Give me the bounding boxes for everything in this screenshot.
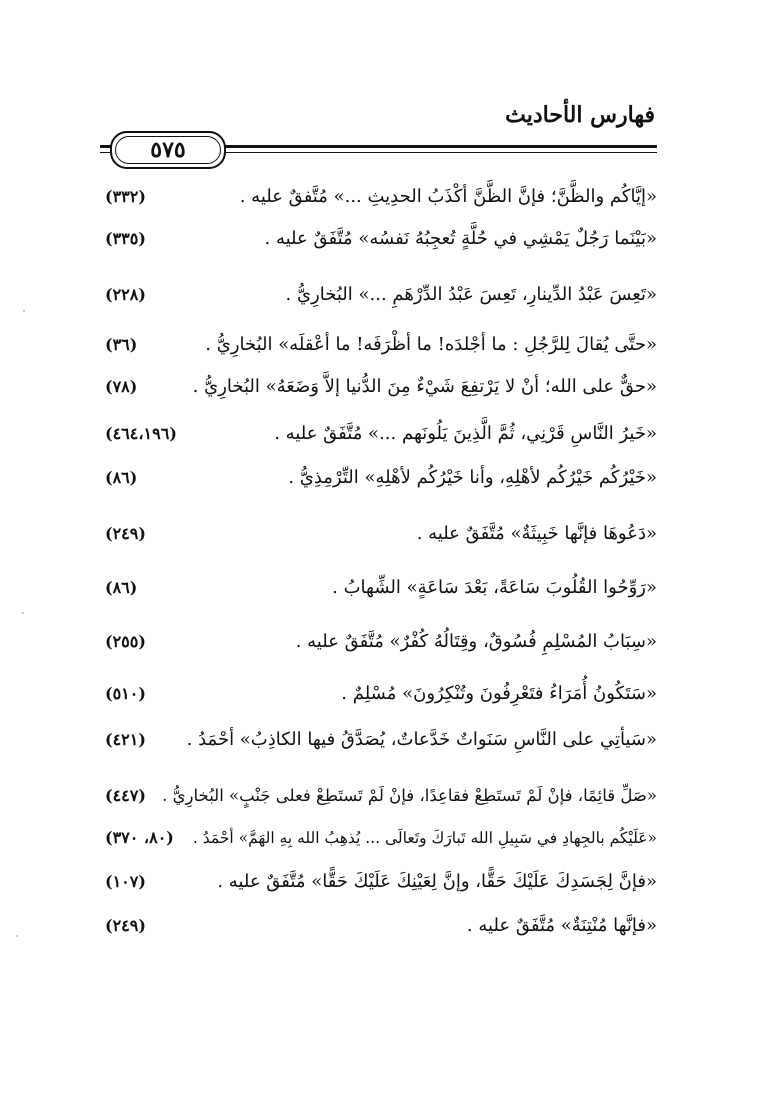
hadith-entry <box>105 181 657 213</box>
hadith-text: «سَتَكُونُ أُمَرَاءُ فتَعْرِفُونَ وتُنْكِرُونَ» مُسْلِمٌ . <box>341 683 657 704</box>
hadith-text: «سِبَابُ المُسْلِمِ فُسُوقٌ، وقِتَالُهُ كُفْرٌ» مُتَّفَقٌ عليه . <box>295 631 657 652</box>
hadith-reference: (٢٤٩) <box>105 916 146 935</box>
hadith-reference: (٢٥٥) <box>105 632 146 651</box>
hadith-text: «خَيْرُكُم خَيْرُكُم لأهْلِهِ، وأنا خَيْرُكُم لأهْلِهِ» التِّرْمِذِيُّ . <box>288 467 657 488</box>
hadith-entry <box>105 572 657 604</box>
hadith-reference: (٢٤٩) <box>105 524 146 543</box>
hadith-entry <box>105 418 657 450</box>
hadith-text: «تَعِسَ عَبْدُ الدِّينارِ، تَعِسَ عَبْدُ الدِّرْهَمِ ...» البُخارِيُّ . <box>285 284 657 305</box>
hadith-reference: (٥١٠) <box>105 684 146 703</box>
hadith-text: «فإنَّها مُنْتِنَةٌ» مُتَّفَقٌ عليه . <box>466 915 657 936</box>
page-header-title: فهارس الأحاديث <box>505 102 655 128</box>
hadith-reference: (١٠٧) <box>105 872 146 891</box>
page-number: ٥٧٥ <box>150 137 186 163</box>
scan-speck <box>16 935 18 937</box>
hadith-entry <box>105 279 657 311</box>
hadith-entry <box>105 780 657 812</box>
hadith-text: «صَلِّ قائِمًا، فإنْ لَمْ تَستَطِعْ فقاعِدًا، فإنْ لَمْ تَستَطِعْ فعلى جَنْبٍ» البُخارِيُّ . <box>162 786 657 805</box>
hadith-entry <box>105 822 657 854</box>
hadith-text: «حتَّى يُقالَ لِلرَّجُلِ : ما أجْلدَه! ما أظْرَفَه! ما أعْقلَه» البُخارِيُّ . <box>205 334 657 355</box>
hadith-entry <box>105 866 657 898</box>
hadith-text: «بَيْنَما رَجُلٌ يَمْشِي في حُلَّةٍ تُعجِبُهُ نَفسُه» مُتَّفَقٌ عليه . <box>264 228 657 249</box>
hadith-text: «فإنَّ لِجَسَدِكَ عَلَيْكَ حَقًّا، وإنَّ لِعَيْنِكَ عَلَيْكَ حَقًّا» مُتَّفَقٌ عليه . <box>217 871 657 892</box>
hadith-text: «إيَّاكُم والظَّنَّ؛ فإنَّ الظَّنَّ أكْذَبُ الحدِيثِ ...» مُتَّفقٌ عليه . <box>239 186 657 207</box>
hadith-reference: (٧٨) <box>105 377 138 396</box>
hadith-reference: (٤٤٧) <box>105 786 146 805</box>
hadith-entry <box>105 910 657 942</box>
hadith-reference: (٢٢٨) <box>105 285 146 304</box>
hadith-reference: (٣٣٢) <box>105 187 146 206</box>
page-number-frame <box>110 131 226 169</box>
hadith-reference: (٨٠، ٣٧٠) <box>105 828 174 847</box>
hadith-entry <box>105 462 657 494</box>
scan-speck <box>22 612 24 614</box>
hadith-text: «رَوِّحُوا القُلُوبَ سَاعَةً، بَعْدَ سَاعَةٍ» الشِّهابُ . <box>332 577 657 598</box>
hadith-entry <box>105 724 657 756</box>
hadith-entry <box>105 223 657 255</box>
hadith-reference: (٤٢١) <box>105 730 146 749</box>
scan-speck <box>23 310 25 312</box>
hadith-reference: (٤٦٤،١٩٦) <box>105 424 177 443</box>
hadith-text: «دَعُوهَا فإنَّها خَبِيثَةٌ» مُتَّفَقٌ عليه . <box>416 523 657 544</box>
hadith-entry <box>105 626 657 658</box>
hadith-entry <box>105 371 657 403</box>
hadith-reference: (٣٣٥) <box>105 229 146 248</box>
hadith-entry <box>105 678 657 710</box>
hadith-reference: (٨٦) <box>105 578 138 597</box>
hadith-reference: (٨٦) <box>105 468 138 487</box>
hadith-entry <box>105 518 657 550</box>
hadith-text: «عَلَيْكُم بالجِهادِ في سَبِيلِ الله تَبارَكَ وتَعالَى ... يُذهِبُ الله بِهِ الهَمَّ» أحْمَدُ . <box>192 829 657 847</box>
hadith-entry <box>105 329 657 361</box>
hadith-text: «خَيرُ النَّاسِ قَرْنِي، ثُمَّ الَّذِينَ يَلُونَهم ...» مُتَّفَقٌ عليه . <box>274 423 657 444</box>
hadith-text: «حقٌّ على الله؛ أنْ لا يَرْتفِعَ شَيْءٌ مِنَ الدُّنيا إلاَّ وَضَعَهُ» البُخارِيُّ . <box>192 376 657 397</box>
hadith-reference: (٣٦) <box>105 335 138 354</box>
hadith-text: «سَيأتِي على النَّاسِ سَنَواتٌ خَدَّعاتٌ، يُصَدَّقُ فيها الكاذِبُ» أحْمَدُ . <box>186 729 657 750</box>
